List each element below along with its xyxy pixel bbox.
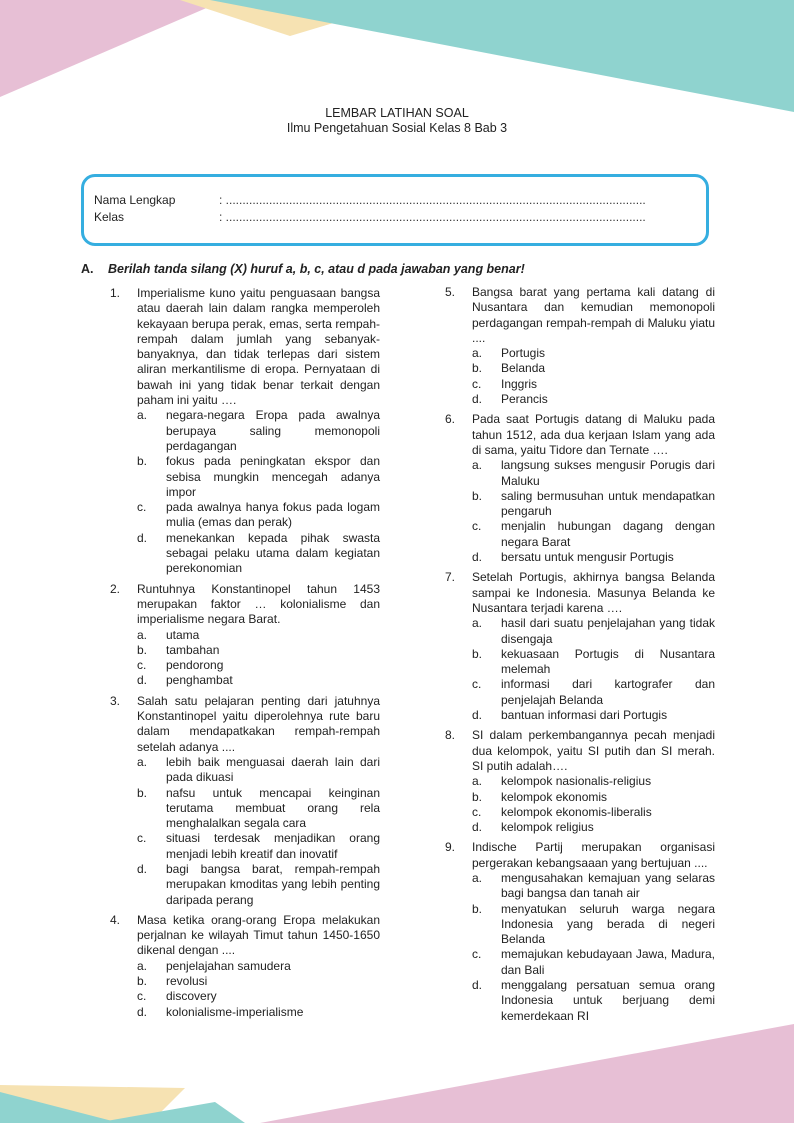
- option-letter: b.: [472, 789, 483, 804]
- option-letter: b.: [472, 488, 483, 503]
- option-text: kelompok ekonomis: [501, 789, 608, 804]
- answer-option[interactable]: [472, 871, 715, 902]
- option-text: mengusahakan kemajuan yang selaras bagi bangsa dan tanah air: [501, 870, 715, 901]
- question-text: Setelah Portugis, akhirnya bangsa Belanda sampai ke Indonesia. Masunya Belanda ke Nusantara terjadi karena ….: [472, 570, 715, 615]
- answer-option[interactable]: [137, 658, 380, 673]
- section-letter: A.: [81, 262, 94, 276]
- option-text: pendorong: [166, 658, 224, 673]
- option-letter: d.: [137, 1004, 148, 1019]
- option-text: bersatu untuk mengusir Portugis: [501, 550, 674, 565]
- option-letter: c.: [472, 804, 482, 819]
- option-letter: d.: [472, 978, 483, 993]
- answer-option[interactable]: [472, 790, 715, 805]
- question-item: [110, 286, 380, 577]
- question-text: Runtuhnya Konstantinopel tahun 1453 merupakan faktor … kolonialisme dan imperialisme negara Barat.: [137, 581, 380, 627]
- question-item: [445, 728, 715, 835]
- option-text: bagi bangsa barat, rempah-rempah merupakan kmoditas yang lebih penting daripada perang: [166, 861, 380, 907]
- option-letter: a.: [472, 346, 483, 361]
- option-text: nafsu untuk mencapai keinginan terutama membuat orang rela menghalalkan segala cara: [166, 785, 380, 831]
- option-letter: a.: [472, 616, 483, 631]
- answer-option[interactable]: [472, 377, 715, 392]
- option-letter: c.: [137, 831, 147, 846]
- option-letter: b.: [472, 646, 483, 661]
- option-text: kelompok religius: [501, 820, 594, 835]
- option-letter: c.: [472, 677, 482, 692]
- option-text: pada awalnya hanya fokus pada logam mulia (emas dan perak): [166, 500, 380, 530]
- option-text: menyatukan seluruh warga negara Indonesia yang berada di negeri Belanda: [501, 901, 715, 947]
- question-item: [445, 840, 715, 1024]
- question-text: Bangsa barat yang pertama kali datang di Nusantara dan kemudian memonopoli perdagangan rempah-rempah di Maluku yiatu ....: [472, 285, 715, 345]
- option-text: revolusi: [166, 974, 208, 989]
- name-field[interactable]: : ..............................................................................................................................: [219, 193, 646, 207]
- answer-option[interactable]: [137, 1005, 380, 1020]
- question-number: 5.: [445, 285, 456, 299]
- option-letter: b.: [472, 361, 483, 376]
- answer-option[interactable]: [137, 408, 380, 454]
- class-label: Kelas: [94, 210, 125, 224]
- answer-option[interactable]: [472, 978, 715, 1024]
- option-text: hasil dari suatu penjelajahan yang tidak disengaja: [501, 616, 715, 646]
- question-item: [110, 913, 380, 1020]
- answer-option[interactable]: [472, 519, 715, 550]
- question-number: 6.: [445, 412, 456, 427]
- option-text: penjelajahan samudera: [166, 958, 291, 973]
- option-letter: a.: [137, 958, 148, 973]
- option-text: kelompok nasionalis-religius: [501, 774, 652, 789]
- option-letter: a.: [472, 458, 483, 473]
- question-text: SI dalam perkembangannya pecah menjadi dua kelompok, yaitu SI putih dan SI merah. SI putih adalah….: [472, 728, 715, 773]
- option-letter: c.: [137, 658, 147, 673]
- option-letter: c.: [472, 519, 482, 534]
- question-text: Salah satu pelajaran penting dari jatuhnya Konstantinopel yaitu diperolehnya rute baru dalam mendapatkakan rempah-rempah setelah adanya ....: [137, 693, 380, 754]
- answer-option[interactable]: [137, 831, 380, 862]
- option-letter: a.: [472, 870, 483, 885]
- option-text: menggalang persatuan semua orang Indonesia untuk berjuang demi kemerdekaan RI: [501, 978, 715, 1023]
- option-text: Inggris: [501, 376, 538, 391]
- question-number: 4.: [110, 912, 121, 927]
- answer-option[interactable]: [472, 616, 715, 647]
- answer-option[interactable]: [472, 820, 715, 835]
- option-letter: d.: [137, 673, 148, 688]
- option-text: kekuasaan Portugis di Nusantara melemah: [501, 646, 715, 677]
- option-letter: d.: [472, 820, 483, 835]
- question-item: [445, 412, 715, 565]
- answer-option[interactable]: [137, 673, 380, 688]
- option-letter: d.: [137, 530, 148, 545]
- option-text: situasi terdesak menjadikan orang menjadi lebih kreatif dan inovatif: [166, 831, 380, 861]
- answer-option[interactable]: [472, 489, 715, 520]
- option-text: tambahan: [166, 642, 220, 657]
- option-text: utama: [166, 627, 200, 642]
- option-text: Perancis: [501, 392, 548, 407]
- question-column-left: [110, 286, 380, 1025]
- option-text: kolonialisme-imperialisme: [166, 1004, 304, 1019]
- answer-option[interactable]: [472, 392, 715, 407]
- option-text: fokus pada peningkatan ekspor dan sebisa mungkin mencegah adanya impor: [166, 454, 380, 499]
- option-letter: b.: [472, 901, 483, 916]
- class-row: [94, 209, 688, 225]
- option-letter: a.: [137, 754, 148, 769]
- question-text: Indische Partij merupakan organisasi pergerakan kebangsaaan yang bertujuan ....: [472, 840, 715, 870]
- option-text: informasi dari kartografer dan penjelajah Belanda: [501, 677, 715, 707]
- question-number: 3.: [110, 693, 121, 708]
- question-number: 2.: [110, 581, 121, 596]
- answer-option[interactable]: [137, 862, 380, 908]
- answer-option[interactable]: [137, 786, 380, 832]
- question-text: Imperialisme kuno yaitu penguasaan bangsa atau daerah lain dalam rangka memperoleh kekayaan berupa perak, emas, serta rempah-rempah dalam jumlah yang sebanyak-banyaknya, dan tidak terlepas dari sistem aliran merkantilisme di eropa. Pernyataan di bawah ini yang tidak benar terkait dengan paham ini yaitu ….: [137, 286, 380, 408]
- answer-option[interactable]: [472, 346, 715, 361]
- worksheet-subtitle: Ilmu Pengetahuan Sosial Kelas 8 Bab 3: [286, 121, 508, 135]
- question-column-right: [445, 285, 715, 1029]
- answer-option[interactable]: [137, 500, 380, 531]
- option-letter: b.: [137, 642, 148, 657]
- option-letter: c.: [472, 376, 482, 391]
- option-text: bantuan informasi dari Portugis: [501, 708, 668, 723]
- question-number: 9.: [445, 840, 456, 855]
- answer-option[interactable]: [137, 454, 380, 500]
- option-letter: c.: [472, 947, 482, 962]
- option-text: memajukan kebudayaan Jawa, Madura, dan Bali: [501, 947, 715, 977]
- option-letter: d.: [472, 550, 483, 565]
- option-text: lebih baik menguasai daerah lain dari pada dikuasi: [166, 754, 380, 785]
- question-number: 1.: [110, 286, 121, 300]
- answer-option[interactable]: [472, 947, 715, 978]
- option-text: negara-negara Eropa pada awalnya berupaya saling memonopoli perdagangan: [166, 408, 380, 453]
- answer-option[interactable]: [472, 677, 715, 708]
- option-letter: a.: [137, 408, 148, 423]
- question-item: [445, 285, 715, 407]
- answer-option[interactable]: [137, 755, 380, 786]
- option-letter: c.: [137, 989, 147, 1004]
- section-a-heading: [81, 262, 525, 276]
- option-letter: a.: [137, 627, 148, 642]
- section-instruction: Berilah tanda silang (X) huruf a, b, c, atau d pada jawaban yang benar!: [108, 262, 525, 276]
- name-row: [94, 192, 688, 208]
- option-letter: a.: [472, 774, 483, 789]
- question-number: 8.: [445, 728, 456, 743]
- answer-option[interactable]: [472, 708, 715, 723]
- option-letter: d.: [472, 392, 483, 407]
- option-text: kelompok ekonomis-liberalis: [501, 804, 652, 819]
- option-text: menekankan kepada pihak swasta sebagai pelaku utama dalam kegiatan perekonomian: [166, 530, 380, 576]
- option-letter: b.: [137, 974, 148, 989]
- question-number: 7.: [445, 570, 456, 585]
- option-letter: d.: [472, 708, 483, 723]
- option-letter: b.: [137, 454, 148, 469]
- worksheet-title: LEMBAR LATIHAN SOAL: [325, 106, 469, 120]
- question-item: [110, 582, 380, 689]
- answer-option[interactable]: [472, 647, 715, 678]
- option-text: langsung sukses mengusir Porugis dari Maluku: [501, 458, 715, 488]
- class-field[interactable]: : ..............................................................................................................................: [219, 210, 646, 224]
- answer-option[interactable]: [472, 361, 715, 376]
- option-letter: d.: [137, 861, 148, 876]
- question-text: Masa ketika orang-orang Eropa melakukan perjalnan ke wilayah Timut tahun 1450-1650 dikenal dengan ....: [137, 912, 380, 958]
- name-label: Nama Lengkap: [94, 193, 176, 207]
- option-text: saling bermusuhan untuk mendapatkan pengaruh: [501, 488, 715, 519]
- question-text: Pada saat Portugis datang di Maluku pada tahun 1512, ada dua kerjaan Islam yang ada di sama, yaitu Tidore dan Ternate ….: [472, 412, 715, 457]
- option-text: discovery: [166, 989, 217, 1004]
- worksheet-header: [0, 106, 794, 136]
- answer-option[interactable]: [137, 628, 380, 643]
- answer-option[interactable]: [137, 643, 380, 658]
- option-letter: b.: [137, 785, 148, 800]
- question-item: [110, 694, 380, 908]
- answer-option[interactable]: [472, 550, 715, 565]
- option-text: penghambat: [166, 673, 233, 688]
- answer-option[interactable]: [472, 774, 715, 789]
- answer-option[interactable]: [137, 531, 380, 577]
- answer-option[interactable]: [472, 902, 715, 948]
- answer-option[interactable]: [472, 458, 715, 489]
- option-text: menjalin hubungan dagang dengan negara Barat: [501, 519, 715, 549]
- option-text: Belanda: [501, 361, 546, 376]
- student-identity-box: [81, 174, 709, 246]
- question-item: [445, 570, 715, 723]
- option-letter: c.: [137, 500, 147, 515]
- answer-option[interactable]: [472, 805, 715, 820]
- option-text: Portugis: [501, 346, 546, 361]
- answer-option[interactable]: [137, 974, 380, 989]
- answer-option[interactable]: [137, 989, 380, 1004]
- answer-option[interactable]: [137, 959, 380, 974]
